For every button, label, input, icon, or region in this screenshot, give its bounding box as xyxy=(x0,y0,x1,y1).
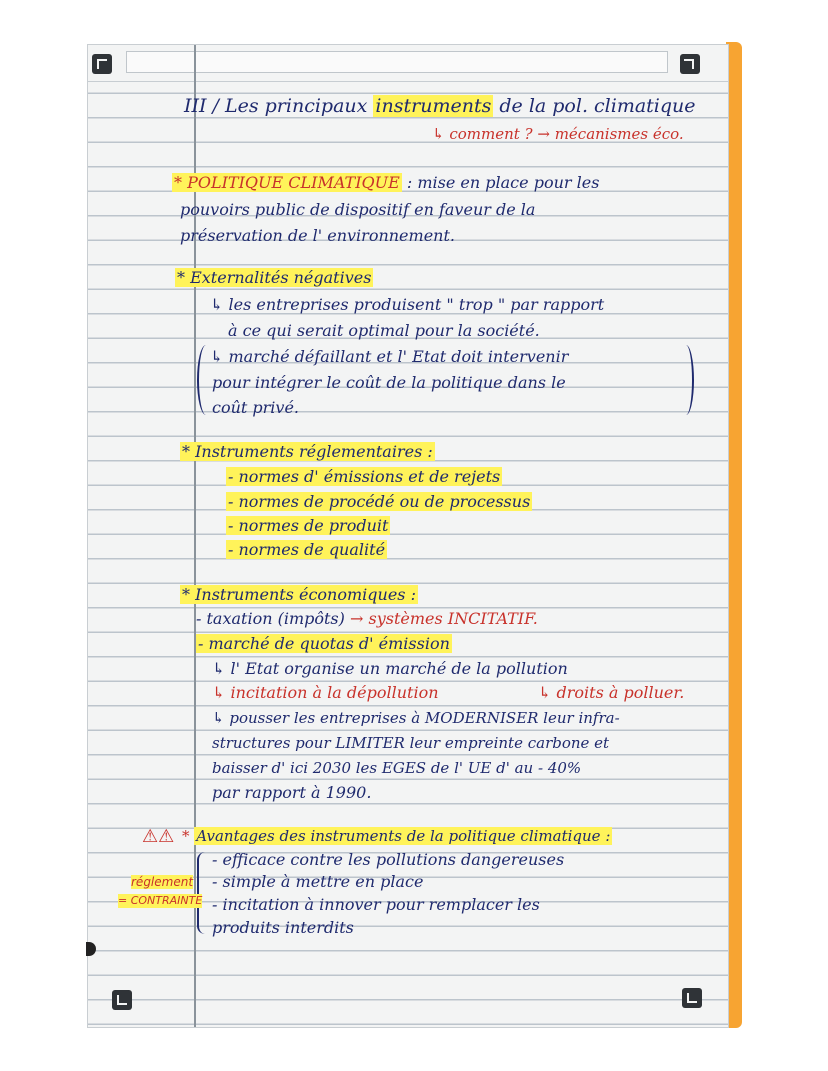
economiques-line-1: ↳ l' Etat organise un marché de la pollution xyxy=(212,659,568,678)
economiques-heading xyxy=(180,585,418,605)
politique-line-3: préservation de l' environnement. xyxy=(180,226,455,245)
externalites-line-5: coût privé. xyxy=(212,398,300,417)
page-header-band xyxy=(88,45,728,82)
notebook-cover-edge xyxy=(726,42,742,1028)
avantages-bullet: * xyxy=(182,827,190,845)
reglementaires-item-1 xyxy=(226,467,502,487)
warning-icon: ⚠⚠ xyxy=(142,826,175,847)
avantages-item-4: produits interdits xyxy=(212,918,354,937)
externalites-line-1: ↳ les entreprises produisent " trop " par rapport xyxy=(210,295,605,314)
reglementaires-heading-text: * Instruments réglementaires : xyxy=(182,442,433,461)
economiques-marche xyxy=(196,634,452,654)
marche-quotas-text: - marché de quotas d' émission xyxy=(198,634,450,653)
parenthesis-right xyxy=(678,345,694,415)
brace-left xyxy=(197,852,209,934)
title-prefix: III / Les principaux xyxy=(184,95,368,117)
section-title xyxy=(184,96,696,116)
economiques-line-4: ↳ pousser les entreprises à MODERNISER leur infra- xyxy=(212,709,620,727)
corner-marker-top-left-icon xyxy=(92,54,112,74)
section-subtitle: ↳ comment ? → mécanismes éco. xyxy=(432,125,684,143)
externalites-line-3: ↳ marché défaillant et l' Etat doit intervenir xyxy=(210,347,569,366)
politique-line-1 xyxy=(172,173,599,193)
title-suffix: de la pol. climatique xyxy=(499,95,696,117)
corner-marker-top-right-icon xyxy=(680,54,700,74)
economiques-line-7: par rapport à 1990. xyxy=(212,783,372,802)
economiques-line-2: ↳ incitation à la dépollution xyxy=(212,683,439,702)
avantages-heading xyxy=(182,826,612,846)
reglementaires-item-2-text: - normes de procédé ou de processus xyxy=(228,492,531,511)
taxation-systems-text: → systèmes INCITATIF. xyxy=(349,609,538,628)
margin-note-contrainte: = CONTRAINTE xyxy=(118,894,203,907)
economiques-line-5: structures pour LIMITER leur empreinte carbone et xyxy=(212,734,610,752)
reglementaires-item-3 xyxy=(226,516,390,536)
margin-note-reglement: réglement xyxy=(131,875,194,889)
economiques-line-3: ↳ droits à polluer. xyxy=(538,683,685,702)
corner-marker-bottom-left-icon xyxy=(112,990,132,1010)
reglementaires-item-2 xyxy=(226,492,532,512)
externalites-line-4: pour intégrer le coût de la politique dans le xyxy=(212,373,566,392)
avantages-item-3: - incitation à innover pour remplacer les xyxy=(212,895,540,914)
externalites-heading xyxy=(175,268,373,288)
reglementaires-item-4 xyxy=(226,540,387,560)
taxation-text: - taxation (impôts) xyxy=(196,609,345,628)
politique-text-1: : mise en place pour les xyxy=(406,173,600,192)
reglementaires-item-4-text: - normes de qualité xyxy=(228,540,386,559)
avantages-item-1: - efficace contre les pollutions dangereuses xyxy=(212,850,565,869)
externalites-line-2: à ce qui serait optimal pour la société. xyxy=(228,321,540,340)
avantages-heading-text: Avantages des instruments de la politique climatique : xyxy=(196,827,611,845)
header-box xyxy=(126,51,668,73)
corner-marker-bottom-right-icon xyxy=(682,988,702,1008)
reglementaires-heading xyxy=(180,442,435,462)
reglementaires-item-3-text: - normes de produit xyxy=(228,516,389,535)
politique-label: * POLITIQUE CLIMATIQUE xyxy=(174,173,400,192)
reglementaires-item-1-text: - normes d' émissions et de rejets xyxy=(228,467,501,486)
politique-line-2: pouvoirs public de dispositif en faveur de la xyxy=(180,200,536,219)
economiques-line-6: baisser d' ici 2030 les EGES de l' UE d' au - 40% xyxy=(212,759,582,777)
economiques-taxation xyxy=(196,609,538,629)
externalites-heading-text: * Externalités négatives xyxy=(177,268,372,287)
economiques-heading-text: * Instruments économiques : xyxy=(182,585,416,604)
avantages-item-2: - simple à mettre en place xyxy=(212,872,424,891)
title-highlight: instruments xyxy=(375,95,492,117)
